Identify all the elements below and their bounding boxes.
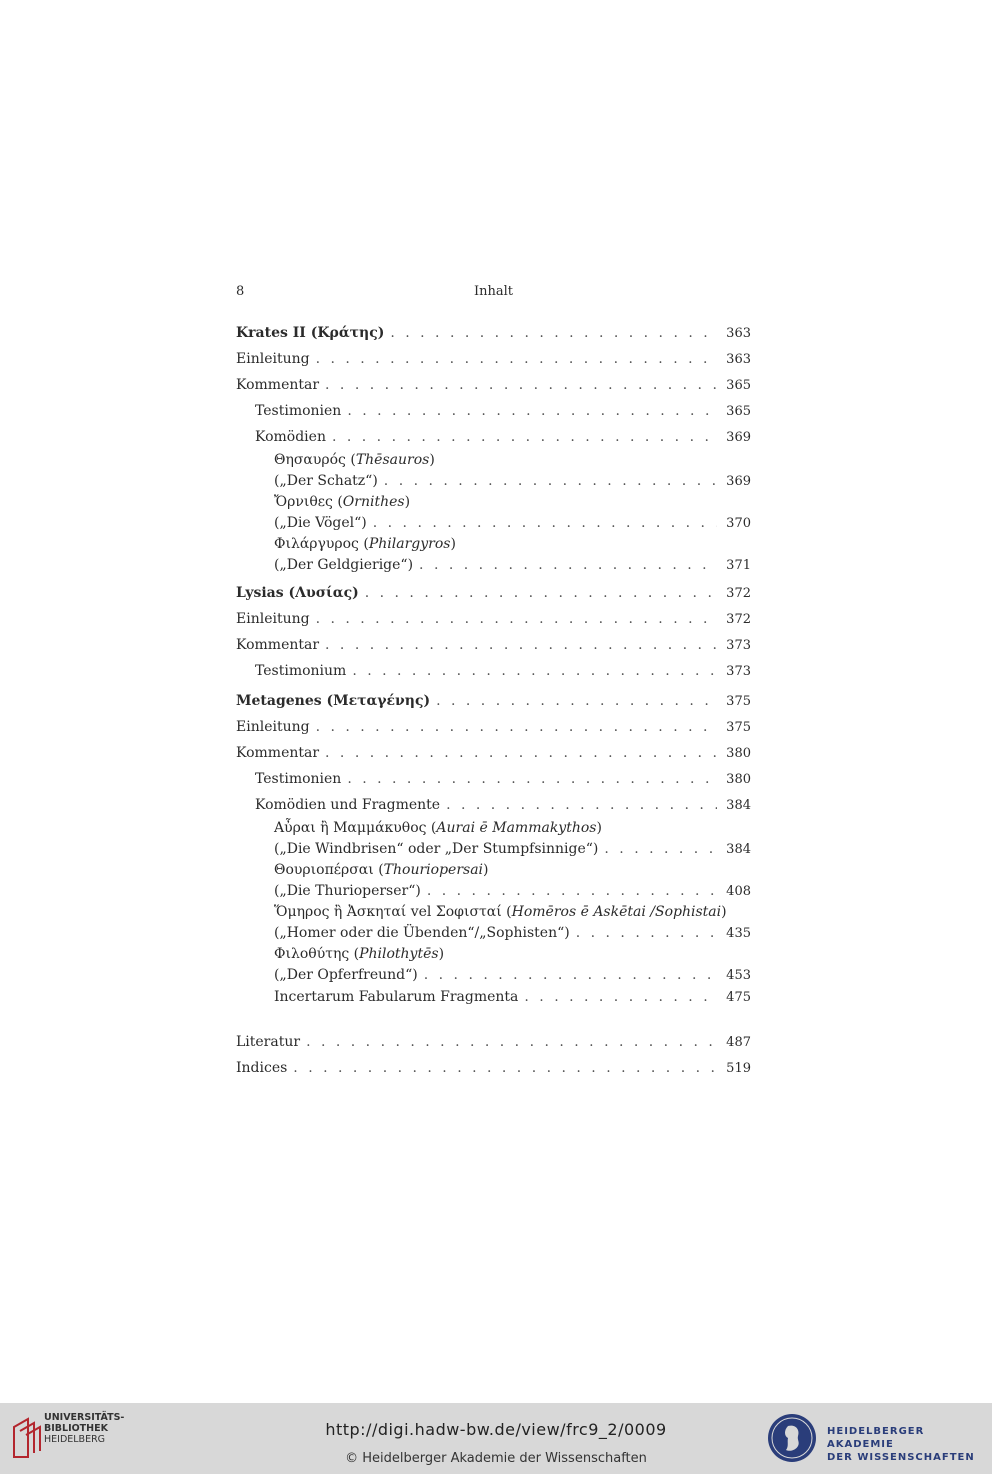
toc-entry-thesauros[interactable] [236, 450, 751, 492]
toc-page: 408 [726, 884, 751, 899]
leader-dots [316, 714, 717, 740]
toc-entry-metagenes-kommentar[interactable] [236, 740, 751, 766]
translit-text: Philothytēs [359, 946, 439, 962]
toc-entry-metagenes-einleitung[interactable] [236, 714, 751, 740]
leader-dots [352, 658, 717, 684]
ub-line-2: BIBLIOTHEK [44, 1423, 108, 1434]
table-of-contents [236, 320, 751, 1081]
toc-page: 375 [726, 720, 751, 735]
toc-greek-title [274, 860, 751, 881]
hadw-emblem-icon[interactable] [766, 1412, 818, 1464]
toc-page: 363 [726, 326, 751, 341]
toc-label: („Die Vögel“) [274, 515, 367, 531]
translit-text: Philargyros [368, 536, 451, 552]
toc-entry-lysias-testimonium[interactable] [236, 658, 751, 684]
translit-text: Thēsauros [355, 452, 430, 468]
toc-entry-krates-testimonien[interactable] [236, 398, 751, 424]
toc-label: („Die Thurioperser“) [274, 883, 421, 899]
paren-close: ) [429, 452, 435, 468]
toc-entry-indices[interactable] [236, 1055, 751, 1081]
running-header [236, 284, 751, 302]
toc-entry-philothytes[interactable] [236, 944, 751, 986]
toc-label: Testimonien [255, 771, 342, 787]
toc-label: Testimonien [255, 403, 342, 419]
toc-page: 372 [726, 612, 751, 627]
leader-dots [347, 398, 717, 424]
toc-entry-incertarum[interactable] [236, 986, 751, 1008]
toc-label: Einleitung [236, 351, 310, 367]
leader-dots [524, 986, 717, 1008]
hadw-wordmark [827, 1425, 992, 1464]
toc-entry-literatur[interactable] [236, 1029, 751, 1055]
toc-label: („Der Opferfreund“) [274, 967, 418, 983]
toc-label: Komödien [255, 429, 326, 445]
toc-entry-krates[interactable] [236, 320, 751, 346]
toc-label: Einleitung [236, 719, 310, 735]
toc-greek-title [274, 492, 751, 513]
leader-dots [325, 632, 717, 658]
leader-dots [293, 1055, 717, 1081]
leader-dots [390, 320, 717, 346]
leader-dots [325, 372, 717, 398]
toc-page: 369 [726, 474, 751, 489]
toc-page: 487 [726, 1035, 751, 1050]
copyright-notice: © Heidelberger Akademie der Wissenschaften [345, 1451, 647, 1466]
toc-entry-metagenes-testimonien[interactable] [236, 766, 751, 792]
greek-text: Ὄρνιθες ( [274, 494, 343, 510]
toc-page: 369 [726, 430, 751, 445]
toc-label: Literatur [236, 1034, 301, 1050]
greek-text: Θουριοπέρσαι ( [274, 862, 384, 878]
paren-close: ) [450, 536, 456, 552]
page-number: 8 [236, 284, 245, 299]
toc-entry-lysias[interactable] [236, 580, 751, 606]
toc-page: 380 [726, 772, 751, 787]
toc-page: 372 [726, 586, 751, 601]
toc-label: Testimonium [255, 663, 347, 679]
paren-close: ) [438, 946, 445, 962]
toc-entry-thouriopersai[interactable] [236, 860, 751, 902]
toc-greek-title [274, 818, 751, 839]
translit-text: Homēros ē Askētai /Sophistai [511, 904, 722, 920]
permalink-url[interactable]: http://digi.hadw-bw.de/view/frc9_2/0009 [325, 1420, 667, 1439]
leader-dots [332, 424, 717, 450]
toc-page: 435 [726, 926, 751, 941]
paren-close: ) [596, 820, 602, 836]
toc-page: 373 [726, 638, 751, 653]
leader-dots [604, 839, 717, 860]
greek-text: Αὖραι ἢ Μαμμάκυθος ( [274, 820, 437, 836]
toc-page: 384 [726, 842, 751, 857]
toc-label: Lysias (Λυσίας) [236, 585, 359, 601]
translit-text: Thouriopersai [383, 862, 484, 878]
leader-dots [419, 555, 717, 576]
toc-page: 373 [726, 664, 751, 679]
toc-label: („Homer oder die Übenden“/„Sophisten“) [274, 925, 570, 941]
leader-dots [325, 740, 717, 766]
toc-page: 384 [726, 798, 751, 813]
toc-entry-philargyros[interactable] [236, 534, 751, 576]
paren-close: ) [404, 494, 411, 510]
toc-label: Komödien und Fragmente [255, 797, 441, 813]
greek-text: Φιλάργυρος ( [274, 536, 369, 552]
toc-page: 370 [726, 516, 751, 531]
leader-dots [446, 792, 717, 818]
leader-dots [365, 580, 717, 606]
leader-dots [306, 1029, 717, 1055]
greek-text: Ὅμηρος ἢ Ἀσκηταί vel Σοφισταί ( [274, 904, 512, 920]
leader-dots [373, 513, 717, 534]
toc-entry-krates-komoedien[interactable] [236, 424, 751, 450]
greek-text: Φιλοθύτης ( [274, 946, 360, 962]
hadw-line-1: HEIDELBERGER AKADEMIE [827, 1426, 925, 1450]
toc-page: 365 [726, 404, 751, 419]
toc-page: 375 [726, 694, 751, 709]
translit-text: Ornithes [342, 494, 405, 510]
leader-dots [316, 606, 717, 632]
translit-text: Aurai ē Mammakythos [436, 820, 597, 836]
toc-label: Einleitung [236, 611, 310, 627]
toc-label: Kommentar [236, 377, 320, 393]
toc-page: 475 [726, 990, 751, 1005]
page-title: Inhalt [473, 284, 513, 299]
toc-label: Krates II (Κράτης) [236, 325, 385, 341]
leader-dots [424, 965, 717, 986]
toc-label: Kommentar [236, 745, 320, 761]
toc-entry-krates-einleitung[interactable] [236, 346, 751, 372]
hadw-line-2: DER WISSENSCHAFTEN [827, 1452, 975, 1463]
leader-dots [316, 346, 717, 372]
leader-dots [576, 923, 717, 944]
toc-entry-metagenes-komoedien[interactable] [236, 792, 751, 818]
toc-entry-metagenes[interactable] [236, 688, 751, 714]
toc-page: 363 [726, 352, 751, 367]
toc-entry-krates-kommentar[interactable] [236, 372, 751, 398]
toc-label: Kommentar [236, 637, 320, 653]
toc-greek-title [274, 944, 751, 965]
toc-page: 365 [726, 378, 751, 393]
toc-greek-title [274, 450, 751, 471]
leader-dots [436, 688, 717, 714]
toc-entry-homeros[interactable] [236, 902, 751, 944]
ub-line-3: HEIDELBERG [44, 1434, 106, 1445]
leader-dots [427, 881, 717, 902]
toc-page: 519 [726, 1061, 751, 1076]
paren-close: ) [721, 904, 727, 920]
toc-entry-lysias-einleitung[interactable] [236, 606, 751, 632]
ub-line-1: UNIVERSITÄTS- [44, 1412, 125, 1423]
toc-label: („Die Windbrisen“ oder „Der Stumpfsinnige“) [274, 841, 599, 857]
toc-page: 380 [726, 746, 751, 761]
footer-bar [0, 1403, 992, 1474]
greek-text: Θησαυρός ( [274, 452, 356, 468]
paren-close: ) [483, 862, 489, 878]
toc-entry-lysias-kommentar[interactable] [236, 632, 751, 658]
toc-greek-title [274, 902, 751, 923]
toc-label: („Der Geldgierige“) [274, 557, 414, 573]
toc-label: Incertarum Fabularum Fragmenta [274, 989, 519, 1005]
toc-entry-ornithes[interactable] [236, 492, 751, 534]
toc-page: 371 [726, 558, 751, 573]
leader-dots [384, 471, 717, 492]
toc-greek-title [274, 534, 751, 555]
toc-entry-aurai[interactable] [236, 818, 751, 860]
leader-dots [347, 766, 717, 792]
toc-label: Indices [236, 1060, 288, 1076]
toc-label: Metagenes (Μεταγένης) [236, 693, 431, 709]
toc-page: 453 [726, 968, 751, 983]
toc-label: („Der Schatz“) [274, 473, 378, 489]
